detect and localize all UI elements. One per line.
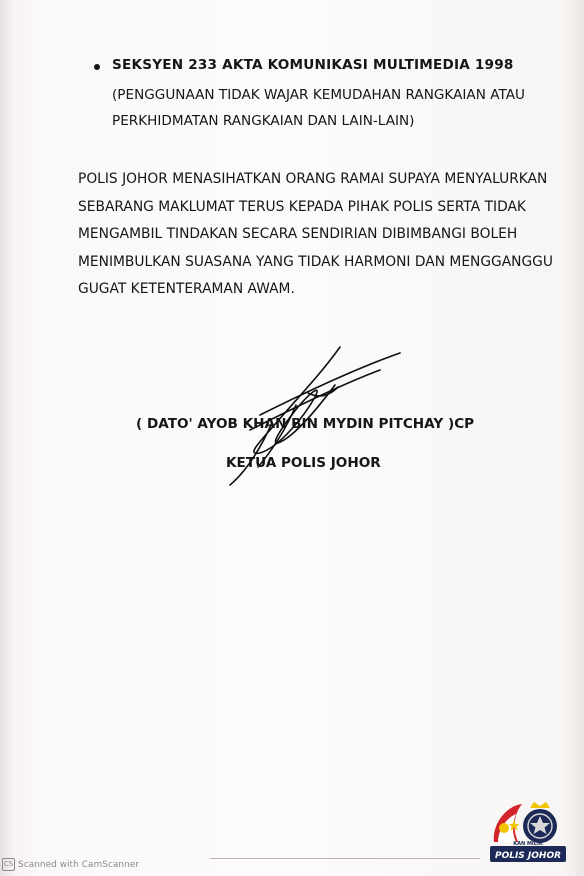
law-section-description-line: (PENGGUNAAN TIDAK WAJAR KEMUDAHAN RANGKAIAN ATAU [112,87,525,103]
footer-rule [210,858,480,859]
signatory-title: KETUA POLIS JOHOR [226,455,381,471]
watermark-text: Scanned with CamScanner [18,859,140,870]
handwritten-signature [200,335,420,495]
paragraph-line: GUGAT KETENTERAMAN AWAM. [78,281,295,297]
advice-paragraph [78,166,553,304]
law-section-title: SEKSYEN 233 AKTA KOMUNIKASI MULTIMEDIA 1998 [112,57,514,73]
law-section-description [112,82,542,134]
polis-johor-emblem-icon [488,798,568,864]
logo-name: POLIS JOHOR [494,851,562,861]
paragraph-line: SEBARANG MAKLUMAT TERUS KEPADA PIHAK POLIS SERTA TIDAK [78,198,526,215]
paragraph-line: MENGAMBIL TINDAKAN SECARA SENDIRIAN DIBIMBANGI BOLEH [78,226,518,242]
logo-motto: KAN MILIK [513,841,543,847]
paragraph-line: POLIS JOHOR MENASIHATKAN ORANG RAMAI SUPAYA MENYALURKAN [78,171,548,187]
scanner-watermark [2,858,139,871]
bullet-point [94,64,100,70]
signatory-name: ( DATO' AYOB KHAN BIN MYDIN PITCHAY )CP [136,416,475,432]
paragraph-line: MENIMBULKAN SUASANA YANG TIDAK HARMONI DAN MENGGANGGU [78,253,553,270]
camscanner-logo-icon: CS [2,858,15,871]
law-section-description-line: PERKHIDMATAN RANGKAIAN DAN LAIN-LAIN) [112,113,415,129]
